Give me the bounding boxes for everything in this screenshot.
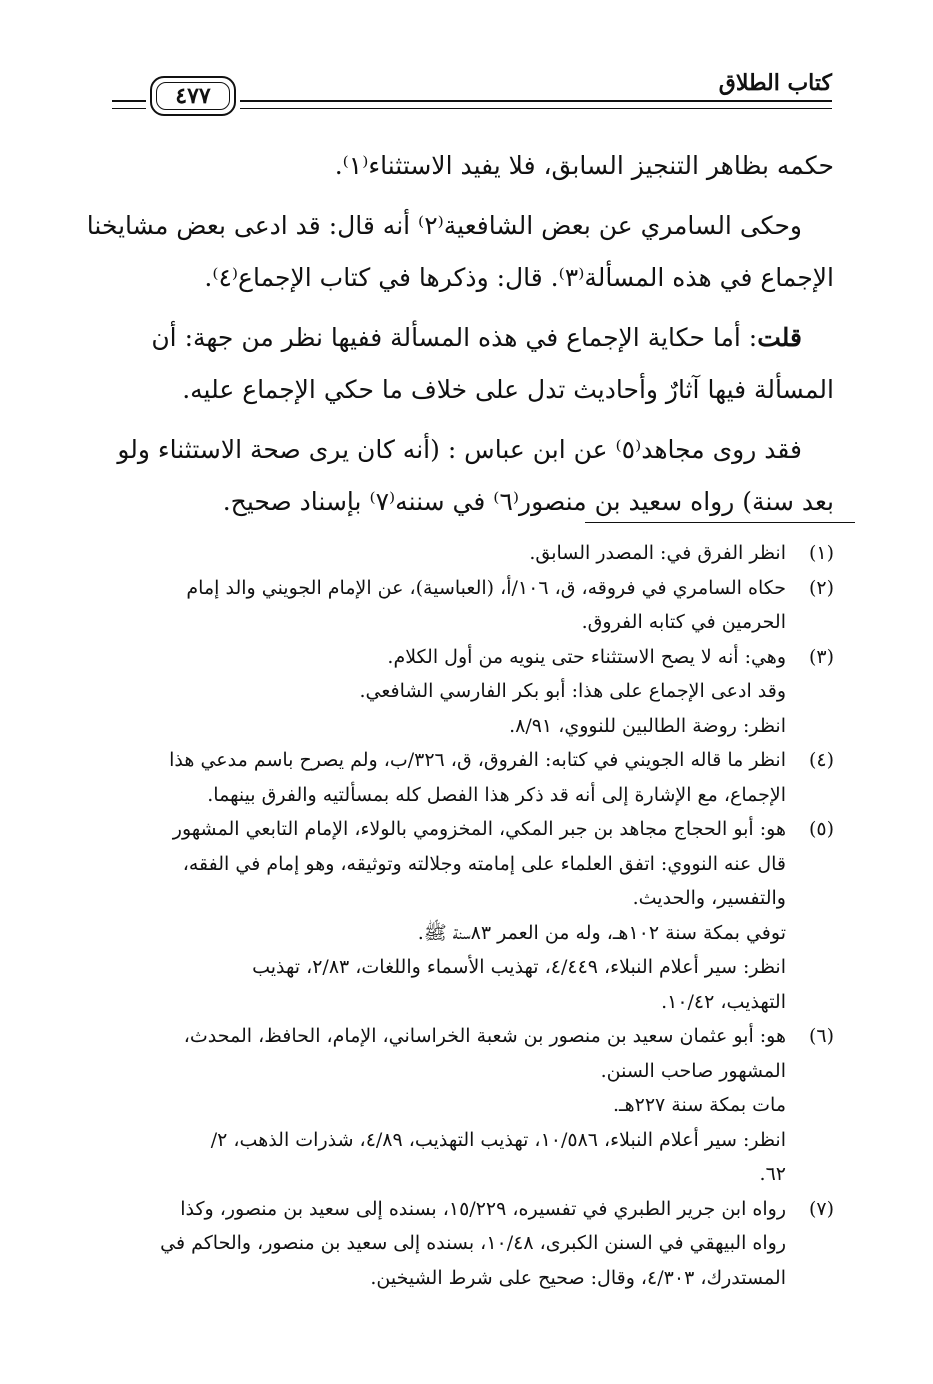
footnote-line: رواه ابن جرير الطبري في تفسيره، ١٥/٢٢٩، بسنده إلى سعيد بن منصور، وكذا <box>180 1197 786 1220</box>
text-line: حكمه بظاهر التنجيز السابق، فلا يفيد الاستثناء⁽١⁾. <box>334 151 834 180</box>
footnote-1 <box>112 536 834 571</box>
emphasis-lead: قلت <box>757 323 802 352</box>
footnote-6 <box>112 1019 834 1192</box>
footnote-line: وهي: أنه لا يصح الاستثناء حتى ينويه من أول الكلام. <box>387 645 786 668</box>
footnote-7 <box>112 1192 834 1296</box>
footnote-line: التهذيب، ١٠/٤٢. <box>661 990 786 1013</box>
header-rule <box>240 100 832 109</box>
footnote-number: (٦) <box>808 1025 834 1047</box>
footnote-line: المشهور صاحب السنن. <box>600 1059 786 1082</box>
footnote-line: انظر الفرق في: المصدر السابق. <box>529 542 786 564</box>
footnote-line: الحرمين في كتابه الفروق. <box>581 611 786 633</box>
footnote-number: (٢) <box>808 576 834 599</box>
footnote-line: انظر: سير أعلام النبلاء، ١٠/٥٨٦، تهذيب التهذيب، ٤/٨٩، شذرات الذهب، ٢/ <box>210 1128 786 1151</box>
footnote-5 <box>112 812 834 1019</box>
text-line: وحكى السامري عن بعض الشافعية⁽٢⁾ أنه قال: قد ادعى بعض مشايخنا <box>86 211 802 240</box>
footnote-line: قال عنه النووي: اتفق العلماء على إمامته وجلالته وتوثيقه، وهو إمام في الفقه، <box>182 852 786 875</box>
page-number: ٤٧٧ <box>175 83 211 109</box>
footnote-line: هو: أبو عثمان سعيد بن منصور بن شعبة الخراساني، الإمام، الحافظ، المحدث، <box>183 1025 786 1047</box>
paragraph-4 <box>112 424 834 528</box>
paragraph-3 <box>112 312 834 416</box>
footnote-line: المستدرك، ٤/٣٠٣، وقال: صحيح على شرط الشيخين. <box>370 1266 786 1289</box>
footnote-number: (٥) <box>808 818 834 840</box>
header-rule-short <box>112 100 146 109</box>
footnote-4 <box>112 743 834 812</box>
footnote-line: الإجماع، مع الإشارة إلى أنه قد ذكر هذا الفصل كله بمسألتيه والفرق بينهما. <box>207 783 786 806</box>
footnote-line: وقد ادعى الإجماع على هذا: أبو بكر الفارسي الشافعي. <box>359 680 786 702</box>
footnote-line: توفي بمكة سنة ١٠٢هـ، وله من العمر ٨٣سنة ﷺ. <box>417 921 786 944</box>
page-number-badge <box>150 76 236 116</box>
paragraph-1 <box>112 140 834 192</box>
footnote-line: انظر: سير أعلام النبلاء، ٤/٤٤٩، تهذيب الأسماء واللغات، ٢/٨٣، تهذيب <box>252 956 786 978</box>
footnote-line: انظر: روضة الطالبين للنووي، ٨/٩١. <box>509 714 786 737</box>
footnote-line: حكاه السامري في فروقه، ق، ١٠٦/أ، (العباسية)، عن الإمام الجويني والد إمام <box>186 576 786 599</box>
text-line: الإجماع في هذه المسألة⁽٣⁾. قال: وذكرها في كتاب الإجماع⁽٤⁾. <box>204 263 834 292</box>
book-title: كتاب الطلاق <box>718 70 832 96</box>
text-segment: : أما حكاية الإجماع في هذه المسألة ففيها نظر من جهة: أن <box>151 323 758 352</box>
text-line <box>112 312 834 364</box>
footnote-line: والتفسير، والحديث. <box>632 887 786 909</box>
footnote-line: ٦٢. <box>759 1163 786 1185</box>
text-line: بعد سنة) رواه سعيد بن منصور⁽٦⁾ في سننه⁽٧⁾ بإسناد صحيح. <box>222 487 834 516</box>
footnote-number: (٣) <box>808 645 834 668</box>
text-line: المسألة فيها آثارٌ وأحاديث تدل على خلاف ما حكي الإجماع عليه. <box>182 375 834 404</box>
footnote-number: (٧) <box>808 1197 834 1220</box>
footnote-line: هو: أبو الحجاج مجاهد بن جبر المكي، المخزومي بالولاء، الإمام التابعي المشهور <box>172 818 786 840</box>
paragraph-2 <box>86 200 834 304</box>
footnote-3 <box>112 640 834 744</box>
footnotes <box>112 536 834 1295</box>
footnote-2 <box>112 571 834 640</box>
footnote-line: رواه البيهقي في السنن الكبرى، ١٠/٤٨، بسنده إلى سعيد بن منصور، والحاكم في <box>160 1232 786 1254</box>
footnote-number: (١) <box>808 542 834 564</box>
running-header <box>112 62 832 112</box>
main-text <box>86 140 834 536</box>
text-line: فقد روى مجاهد⁽٥⁾ عن ابن عباس : (أنه كان يرى صحة الاستثناء ولو <box>117 435 802 464</box>
footnote-line: مات بمكة سنة ٢٢٧هـ. <box>612 1094 786 1116</box>
footnote-number: (٤) <box>808 749 834 771</box>
footnote-line: انظر ما قاله الجويني في كتابه: الفروق، ق، ٣٢٦/ب، ولم يصرح باسم مدعي هذا <box>169 749 786 771</box>
footnote-separator <box>585 522 855 523</box>
